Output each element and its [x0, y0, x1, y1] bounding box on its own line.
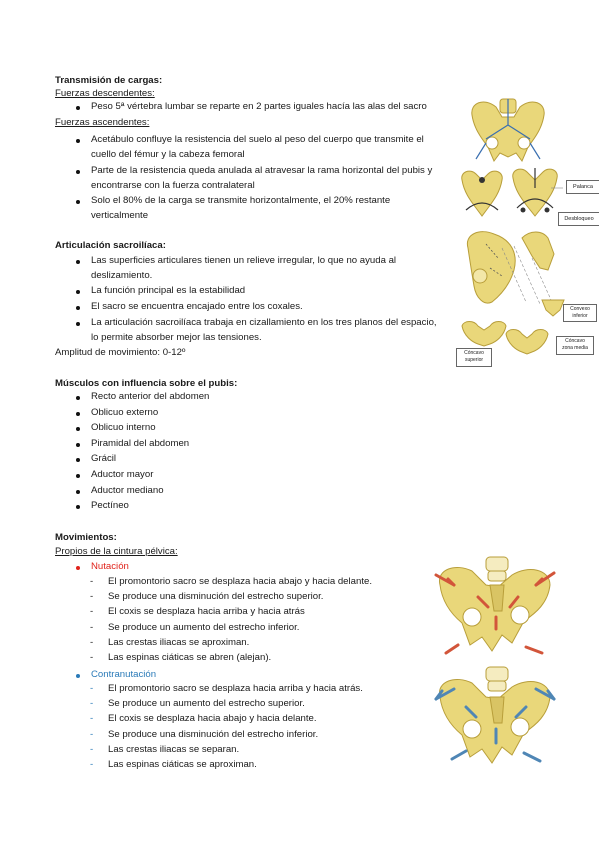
list-item: Se produce un aumento del estrecho superior. [108, 698, 305, 710]
amplitud-text: Amplitud de movimiento: 0-12º [55, 347, 186, 358]
subheading-cintura-pelvica: Propios de la cintura pélvica: [55, 546, 178, 557]
dash-marker: - [90, 591, 94, 603]
dash-marker: - [90, 713, 94, 725]
bullet [76, 505, 80, 509]
list-item-cont: verticalmente [91, 210, 149, 221]
bullet [76, 170, 80, 174]
label-desbloqueo: Desbloqueo [558, 212, 599, 226]
contranutacion-label: Contranutación [91, 669, 157, 680]
subheading-descendentes: Fuerzas descendentes: [55, 88, 155, 99]
list-item-cont: lo permite absorber mejor las tensiones. [91, 332, 262, 343]
list-item: La articulación sacroilíaca trabaja en cizallamiento en los tres planos del espacio, [91, 317, 437, 328]
list-item: Se produce una disminución del estrecho inferior. [108, 728, 319, 740]
nutacion-label: Nutación [91, 561, 129, 572]
list-item: Oblicuo interno [91, 422, 156, 434]
bullet [76, 260, 80, 264]
contranutacion-figure [432, 663, 558, 771]
nutacion-figure [432, 555, 558, 659]
list-item: Se produce una disminución del estrecho superior. [108, 591, 324, 603]
list-item: Oblicuo externo [91, 406, 159, 418]
bullet [76, 139, 80, 143]
dash-marker: - [90, 683, 94, 694]
bullet [76, 443, 80, 447]
list-item: Peso 5ª vértebra lumbar se reparte en 2 partes iguales hacía las alas del sacro [91, 101, 427, 112]
bullet [76, 322, 80, 326]
dash-marker: - [90, 621, 94, 633]
label-convexo-inferior: Convexo inferior [563, 304, 597, 322]
pelvis-palanca-right-figure [507, 164, 563, 224]
label-concavo-superior: Cóncavo superior [456, 348, 492, 367]
list-item-cont: cuello del fémur y la cabeza femoral [91, 149, 245, 160]
bullet [76, 474, 80, 478]
bullet [76, 200, 80, 204]
bullet [76, 427, 80, 431]
dash-marker: - [90, 743, 94, 755]
list-item: Las espinas ciáticas se abren (alejan). [108, 652, 272, 663]
dash-marker: - [90, 698, 94, 710]
list-item: Las crestas iliacas se separan. [108, 743, 240, 755]
section-title-sacroiliaca: Articulación sacroilíaca: [55, 240, 166, 251]
label-palanca: Palanca [566, 180, 599, 194]
list-item: Las espinas ciáticas se aproximan. [108, 759, 257, 770]
bullet [76, 306, 80, 310]
list-item: Grácil [91, 453, 117, 465]
list-item: El coxis se desplaza hacia arriba y hacia atrás [108, 606, 305, 618]
bullet [76, 458, 80, 462]
label-concavo-zona-media: Cóncavo zona media [556, 336, 594, 355]
list-item: Las crestas iliacas se aproximan. [108, 636, 250, 648]
list-item: Pectíneo [91, 500, 129, 512]
section-title-musculos: Músculos con influencia sobre el pubis: [55, 378, 238, 389]
bullet [76, 106, 80, 110]
list-item: Las superficies articulares tienen un relieve irregular, lo que no ayuda al [91, 255, 397, 266]
list-item: El sacro se encuentra encajado entre los coxales. [91, 301, 303, 312]
list-item: Piramidal del abdomen [91, 437, 190, 449]
list-item: El coxis se desplaza hacia abajo y hacia delante. [108, 713, 317, 725]
subheading-ascendentes: Fuerzas ascendentes: [55, 117, 150, 128]
dash-marker: - [90, 636, 94, 648]
bullet [76, 396, 80, 400]
list-item: El promontorio sacro se desplaza hacia arriba y hacia atrás. [108, 683, 363, 694]
list-item: Aductor mediano [91, 484, 164, 496]
dash-marker: - [90, 606, 94, 618]
bullet-red [76, 566, 80, 570]
pelvis-palanca-left-figure [458, 166, 506, 224]
list-item: La función principal es la estabilidad [91, 285, 246, 296]
dash-marker: - [90, 652, 94, 663]
list-item-cont: encontrarse con la fuerza contralateral [91, 180, 255, 191]
list-item: Parte de la resistencia queda anulada al atravesar la rama horizontal del pubis y [91, 165, 433, 176]
pelvis-small-right-figure [504, 326, 550, 356]
bullet-blue [76, 674, 80, 678]
list-item: Se produce un aumento del estrecho inferior. [108, 621, 300, 633]
pelvis-front-figure [462, 95, 554, 167]
bullet [76, 412, 80, 416]
list-item: El promontorio sacro se desplaza hacia abajo y hacia delante. [108, 576, 372, 587]
bullet [76, 490, 80, 494]
dash-marker: - [90, 759, 94, 770]
list-item: Acetábulo confluye la resistencia del suelo al peso del cuerpo que transmite el [91, 134, 424, 145]
dash-marker: - [90, 576, 94, 587]
pelvis-small-left-figure [460, 318, 508, 348]
list-item: Recto anterior del abdomen [91, 391, 210, 402]
bullet [76, 290, 80, 294]
section-title-transmision: Transmisión de cargas: [55, 75, 163, 86]
list-item: Solo el 80% de la carga se transmite horizontalmente, el 20% restante [91, 195, 391, 206]
list-item: Aductor mayor [91, 469, 154, 480]
dash-marker: - [90, 728, 94, 740]
section-title-movimientos: Movimientos: [55, 532, 117, 543]
list-item-cont: deslizamiento. [91, 270, 153, 281]
